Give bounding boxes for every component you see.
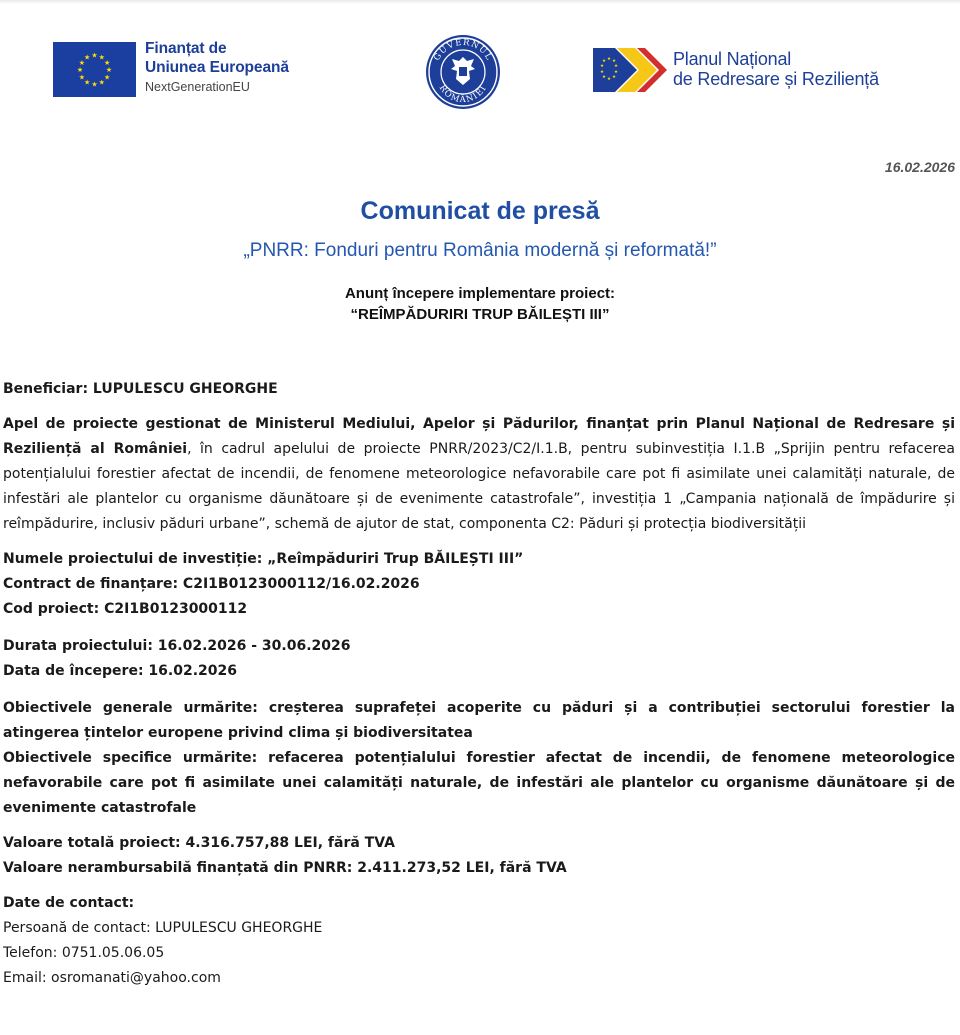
general-objectives-label: Obiectivele generale urmărite: (3, 700, 258, 716)
svg-text:★: ★ (91, 51, 98, 60)
top-shadow-bar (0, 0, 960, 4)
svg-text:★: ★ (606, 77, 612, 82)
announcement-line1: Anunț începere implementare proiect: (344, 285, 616, 302)
svg-text:★: ★ (103, 73, 111, 82)
pnrr-logo-icon (593, 48, 667, 92)
svg-text:★: ★ (78, 58, 86, 67)
start-date: Data de începere: 16.02.2026 (3, 663, 237, 679)
general-objectives (3, 696, 955, 746)
svg-text:★: ★ (98, 78, 105, 87)
non-reimbursable-value: Valoare nerambursabilă finanțată din PNRR: 2.411.273,52 LEI, fără TVA (3, 860, 567, 876)
press-date: 16.02.2026 (884, 159, 955, 175)
financing-contract: Contract de finanțare: C2I1B0123000112/16.02.2026 (3, 576, 420, 592)
logo-header (0, 30, 960, 110)
svg-text:★: ★ (76, 66, 84, 74)
svg-text:★: ★ (601, 75, 607, 80)
call-rest: , în cadrul apelului de proiecte PNRR/2023/C2/I.1.B, pentru subinvestiția I.1.B „Sprijin pentru refacerea potențialului forestier afectat de incendii, de fenomene meteorologice nefavorabile care pot fi asimilate unei calamități naturale, de infestări ale plantelor cu organisme dăunătoare și de evenimente catastrofale”, investiția 1 „Campania națională de împădurire și reîmpădurire, inclusiv păduri urbane”, schemă de ajutor de stat, componenta C2: Păduri și protecția biodiversității (3, 441, 955, 532)
svg-text:★: ★ (78, 73, 86, 82)
government-seal-icon (424, 33, 502, 111)
svg-text:★: ★ (98, 53, 105, 62)
svg-text:★: ★ (606, 57, 612, 62)
pnrr-line2: de Redresare și Reziliență (673, 69, 879, 89)
contact-person: Persoană de contact: LUPULESCU GHEORGHE (3, 920, 323, 936)
general-objectives-text: creșterea suprafeței acoperite cu păduri și a contribuției sectorului forestier la atingerea țintelor europene privind clima și biodiversitatea (3, 700, 955, 741)
svg-text:★: ★ (611, 75, 617, 80)
project-name: Numele proiectului de investiție: „Reîmpăduriri Trup BĂILEȘTI III” (3, 551, 524, 567)
press-release-body (3, 377, 955, 991)
project-duration: Durata proiectului: 16.02.2026 - 30.06.2026 (3, 638, 351, 654)
svg-text:GUVERNUL: GUVERNUL (432, 37, 495, 63)
total-value: Valoare totală proiect: 4.316.757,88 LEI, fără TVA (3, 835, 395, 851)
svg-text:★: ★ (599, 64, 605, 69)
call-bold: Apel de proiecte gestionat de Ministerul Mediului, Apelor și Pădurilor, finanțat prin Planul Național de Redresare și Reziliență al României (3, 416, 955, 457)
specific-objectives-text: refacerea potențialului forestier afectat de incendii, de fenomene meteorologice nefavorabile care pot fi asimilate unei calamități naturale, de infestări ale plantelor cu organisme dăunătoare și de evenimente catastrofale (3, 750, 955, 816)
contact-heading: Date de contact: (3, 895, 135, 911)
svg-text:★: ★ (91, 80, 98, 89)
call-paragraph (3, 412, 955, 537)
announcement-project-name: “REÎMPĂDURIRI TRUP BĂILEȘTI III” (350, 306, 610, 323)
eu-line1: Finanțat de (145, 40, 227, 57)
svg-text:★: ★ (103, 58, 111, 67)
eu-line2: Uniunea Europeană (145, 59, 289, 76)
eu-flag-icon (53, 42, 136, 97)
svg-text:★: ★ (84, 53, 91, 62)
specific-objectives-label: Obiectivele specifice urmărite: (3, 750, 258, 766)
beneficiary: Beneficiar: LUPULESCU GHEORGHE (3, 381, 278, 397)
eu-funding-text (145, 39, 289, 94)
svg-text:★: ★ (84, 78, 91, 87)
announcement (0, 283, 960, 325)
eu-line3: NextGenerationEU (145, 80, 250, 94)
pnrr-line1: Planul Național (673, 49, 792, 69)
svg-text:★: ★ (105, 66, 113, 74)
svg-text:★: ★ (599, 70, 605, 75)
svg-text:ROMÂNIEI: ROMÂNIEI (436, 83, 490, 106)
svg-text:★: ★ (613, 70, 619, 75)
svg-text:★: ★ (601, 59, 607, 64)
contact-phone: Telefon: 0751.05.06.05 (3, 945, 165, 961)
svg-text:★: ★ (613, 64, 619, 69)
specific-objectives (3, 746, 955, 821)
pnrr-text (673, 49, 879, 89)
contact-email[interactable]: Email: osromanati@yahoo.com (3, 970, 221, 986)
page-title: Comunicat de presă (360, 197, 600, 225)
project-code: Cod proiect: C2I1B0123000112 (3, 601, 248, 617)
page-subtitle: „PNRR: Fonduri pentru România modernă și reformată!” (243, 240, 717, 261)
svg-text:★: ★ (611, 59, 617, 64)
